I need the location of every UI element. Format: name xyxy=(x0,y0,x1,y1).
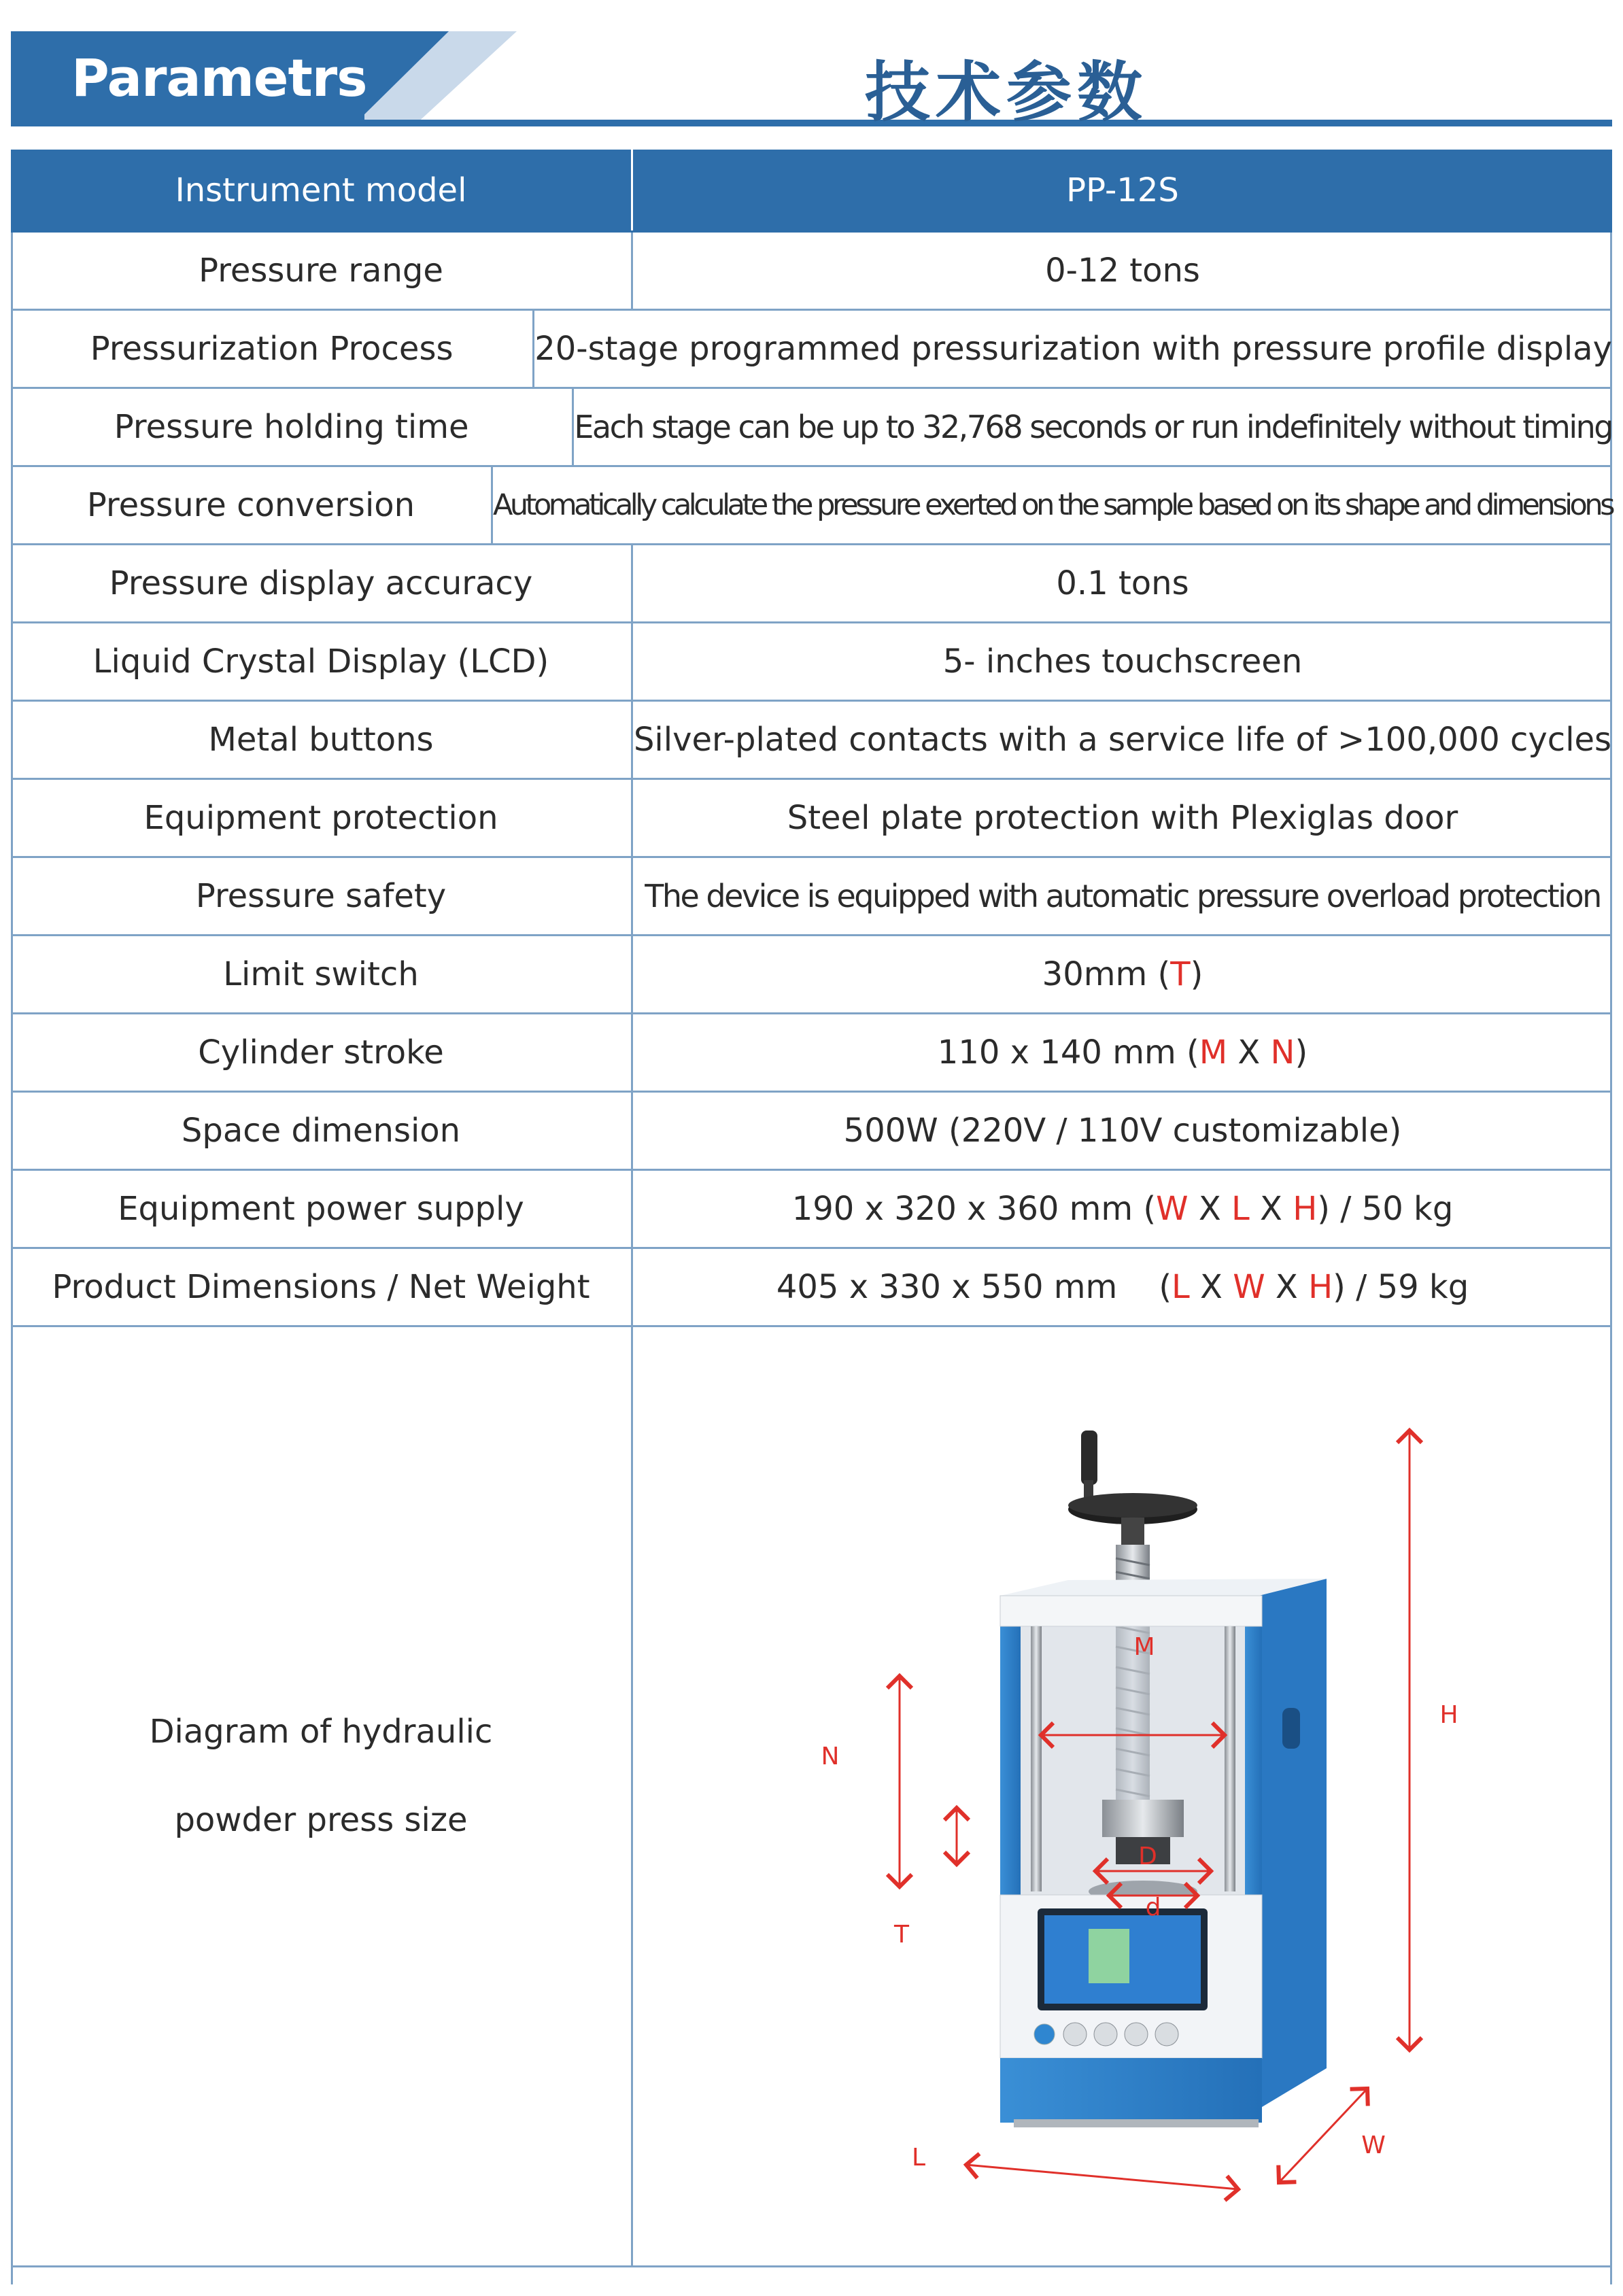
value-text: 110 x 140 mm ( xyxy=(937,1033,1199,1072)
table-row xyxy=(11,702,1612,780)
row-label: Limit switch xyxy=(11,936,633,1012)
diagram-row xyxy=(11,1327,1612,2267)
dim-label-m: M xyxy=(1133,1633,1155,1661)
table-row xyxy=(11,1249,1612,1327)
row-label: Cylinder stroke xyxy=(11,1014,633,1091)
row-label: Pressurization Process xyxy=(11,311,534,387)
row-value: Steel plate protection with Plexiglas door xyxy=(787,799,1458,837)
value-text: 405 x 330 x 550 mm ( xyxy=(776,1268,1172,1306)
value-text: X xyxy=(1189,1268,1233,1306)
row-value: Silver-plated contacts with a service life of >100,000 cycles xyxy=(633,721,1612,759)
dimension-mark: T xyxy=(1170,955,1191,993)
value-text: ) xyxy=(1190,955,1203,993)
value-text: X xyxy=(1188,1190,1232,1228)
table-row xyxy=(11,1014,1612,1093)
value-text: X xyxy=(1249,1190,1293,1228)
hydraulic-press-diagram xyxy=(633,1327,1610,2265)
value-text: ) / 59 kg xyxy=(1333,1268,1469,1306)
dim-label-h: H xyxy=(1439,1701,1458,1729)
row-label: Liquid Crystal Display (LCD) xyxy=(11,623,633,700)
dimension-mark: W xyxy=(1156,1190,1189,1228)
row-label: Pressure safety xyxy=(11,858,633,934)
row-value: 0-12 tons xyxy=(1045,252,1200,290)
page-title: Parametrs xyxy=(71,48,367,108)
row-label: Metal buttons xyxy=(11,702,633,778)
row-label: Pressure conversion xyxy=(11,467,493,543)
table-row xyxy=(11,858,1612,936)
row-value xyxy=(633,1014,1612,1091)
header-value: PP-12S xyxy=(1066,171,1179,209)
dimension-mark: W xyxy=(1233,1268,1265,1306)
table-row xyxy=(11,936,1612,1014)
value-text: 30mm ( xyxy=(1042,955,1171,993)
diagram-label-line: powder press size xyxy=(174,1801,468,1839)
dimension-mark: M xyxy=(1199,1033,1228,1072)
row-value: 5- inches touchscreen xyxy=(942,642,1303,681)
handwheel xyxy=(1068,1430,1197,1545)
row-value: Automatically calculate the pressure exerted on the sample based on its shape and dimensions xyxy=(492,488,1612,522)
value-text: 190 x 320 x 360 mm ( xyxy=(791,1190,1157,1228)
table-row xyxy=(11,545,1612,623)
row-label: Space dimension xyxy=(11,1093,633,1169)
row-label: Product Dimensions / Net Weight xyxy=(11,1249,633,1325)
table-header-row xyxy=(11,150,1612,233)
diagram-label-line: Diagram of hydraulic xyxy=(149,1713,493,1751)
header xyxy=(0,0,1623,136)
table-row xyxy=(11,1171,1612,1249)
parameters-table xyxy=(11,150,1612,2267)
page-title-chinese: 技术参数 xyxy=(865,54,1148,131)
row-label: Equipment power supply xyxy=(11,1171,633,1247)
row-value: 20-stage programmed pressurization with pressure profile display xyxy=(534,330,1612,368)
row-value: Each stage can be up to 32,768 seconds or run indefinitely without timing xyxy=(574,409,1612,445)
row-value: 500W (220V / 110V customizable) xyxy=(843,1112,1402,1150)
value-text: ) / 50 kg xyxy=(1317,1190,1454,1228)
table-row xyxy=(11,623,1612,702)
value-text: X xyxy=(1227,1033,1271,1072)
dim-label-l: L xyxy=(911,2144,926,2172)
diagram-label xyxy=(11,1327,633,2265)
table-row xyxy=(11,1093,1612,1171)
table-row xyxy=(11,233,1612,311)
value-text: ) xyxy=(1295,1033,1308,1072)
dim-label-big-d: D xyxy=(1138,1843,1157,1870)
dimension-mark: L xyxy=(1172,1268,1190,1306)
row-value: 0.1 tons xyxy=(1056,564,1189,602)
table-row xyxy=(11,780,1612,858)
table-row xyxy=(11,467,1612,545)
row-value xyxy=(633,1171,1612,1247)
row-value xyxy=(633,936,1612,1012)
press-body xyxy=(1000,1579,1327,2127)
row-label: Pressure holding time xyxy=(11,389,574,465)
dim-label-n: N xyxy=(821,1743,840,1770)
dim-label-t: T xyxy=(894,1921,909,1949)
table-row xyxy=(11,311,1612,389)
dim-label-small-d: d xyxy=(1145,1894,1161,1921)
value-text: X xyxy=(1265,1268,1309,1306)
table-row xyxy=(11,389,1612,467)
row-label: Pressure range xyxy=(11,233,633,309)
header-tab-slant xyxy=(354,31,449,125)
dimension-mark: H xyxy=(1308,1268,1333,1306)
row-label: Pressure display accuracy xyxy=(11,545,633,621)
row-value xyxy=(633,1249,1612,1325)
diagram-cell xyxy=(633,1327,1612,2265)
dimension-mark: H xyxy=(1293,1190,1318,1228)
row-value: The device is equipped with automatic pressure overload protection xyxy=(645,878,1601,914)
dimension-mark: L xyxy=(1231,1190,1250,1228)
header-label: Instrument model xyxy=(11,150,633,230)
dim-label-w: W xyxy=(1361,2131,1386,2159)
dimension-mark: N xyxy=(1270,1033,1295,1072)
row-label: Equipment protection xyxy=(11,780,633,856)
